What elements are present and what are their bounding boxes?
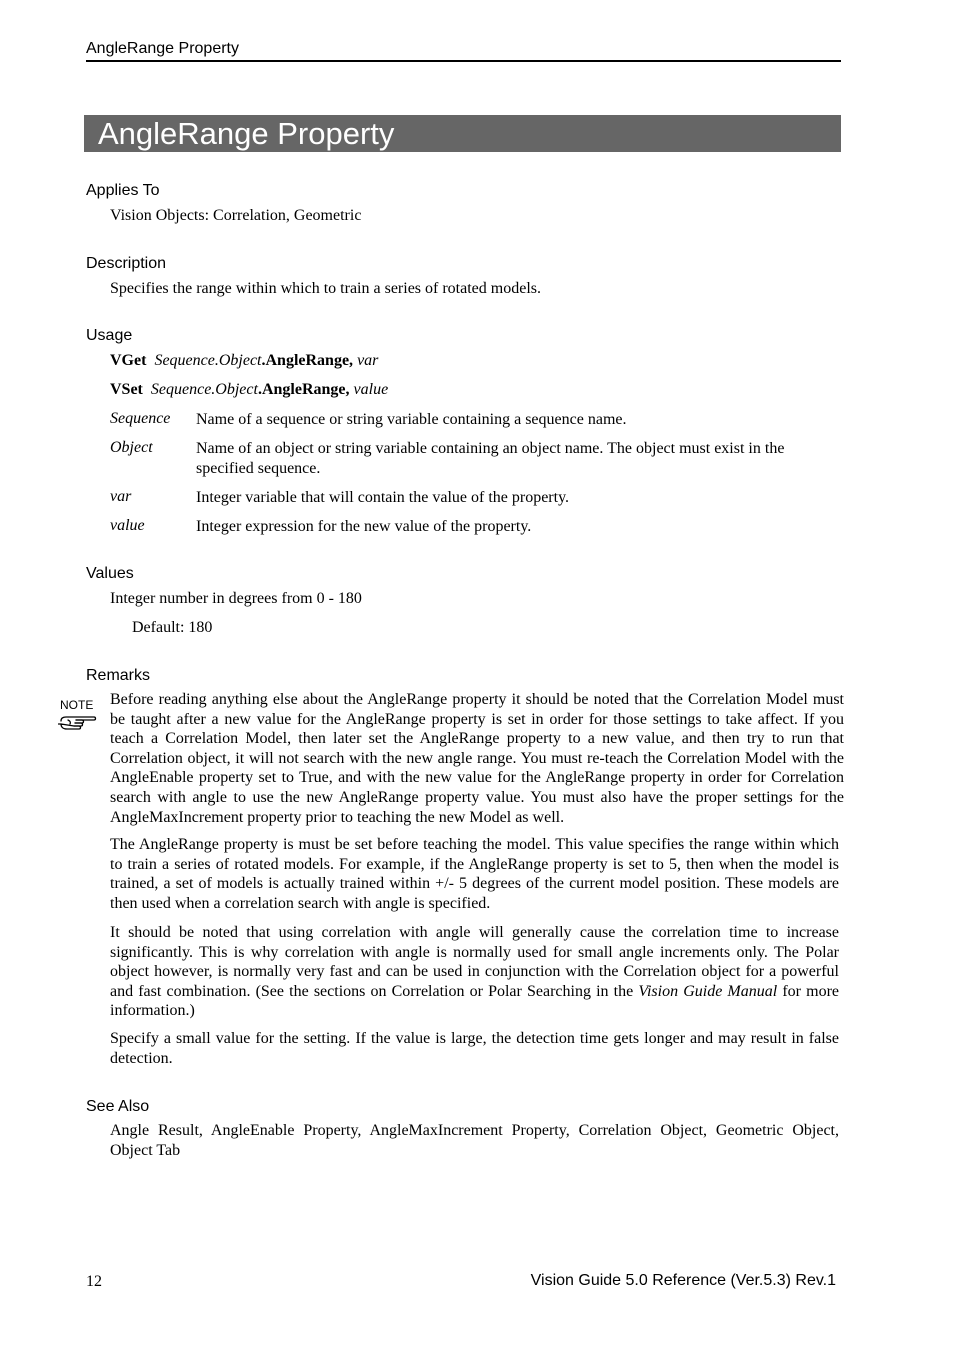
see-also-text: Angle Result, AngleEnable Property, AngleMaxIncrement Property, Correlation Object, Geometric Object, Object Tab bbox=[110, 1122, 839, 1159]
remarks-paragraph-1: Before reading anything else about the AngleRange property it should be noted that the Correlation Model must be taught after a new value for the AngleRange property is set in order for those settings to take affect. If you teach a Correlation Model, then later set the AngleRange property to a new value, and then try to run that Correlation object, it will not search with the new angle range. You must re-teach the Correlation Model with the AngleEnable property set to True, and with the new value for the AngleRange property in order for Correlation search with angle to use the new AngleRange property value. You must also have the proper settings for the AngleMaxIncrement property prior to teaching the new Model as well. bbox=[110, 691, 844, 826]
vget-seq-obj: Sequence.Object bbox=[154, 352, 262, 369]
param-description: Integer variable that will contain the value of the property. bbox=[196, 489, 570, 506]
vget-arg: var bbox=[357, 352, 379, 369]
usage-heading: Usage bbox=[86, 327, 133, 344]
usage-vget-line bbox=[110, 352, 378, 370]
param-name: value bbox=[110, 517, 145, 534]
param-description: Name of a sequence or string variable containing a sequence name. bbox=[196, 411, 627, 428]
description-heading: Description bbox=[86, 255, 167, 272]
param-description: Integer expression for the new value of the property. bbox=[196, 518, 532, 535]
pointing-hand-icon bbox=[58, 712, 98, 736]
vset-property: .AngleRange, bbox=[257, 381, 350, 398]
remarks-heading: Remarks bbox=[86, 667, 151, 684]
remarks-p3-text-a: It should be noted that using correlation with angle will generally cause the correlation time to increase significantly. This is why correlation with angle is normally used for small angle increments only. The Polar object however, is normally very fast and can be used in conjunction with the Correlation object for a powerful and fast combination. (See the sections on Correlation or Polar Searching in the bbox=[110, 924, 839, 1000]
usage-vset-line bbox=[110, 381, 388, 399]
remarks-paragraph-4: Specify a small value for the setting. If the value is large, the detection time gets longer and may result in false detection. bbox=[110, 1030, 839, 1067]
vset-seq-obj: Sequence.Object bbox=[150, 381, 258, 398]
remarks-p3-text-b: for more information.) bbox=[110, 982, 839, 1020]
page-title: AngleRange Property bbox=[98, 116, 395, 151]
param-name: var bbox=[110, 488, 132, 505]
running-header-title: AngleRange Property bbox=[86, 40, 239, 57]
remarks-paragraph-2: The AngleRange property is must be set before teaching the model. This value specifies the range within which to train a series of rotated models. For example, if the AngleRange property is set to 5, then when the model is trained, a set of models is actually trained within +/- 5 degrees of the current model position. These models are then used when a correlation search with angle is specified. bbox=[110, 836, 839, 912]
see-also-heading: See Also bbox=[86, 1098, 150, 1115]
param-description: Name of an object or string variable containing an object name. The object must exist in the specified sequence. bbox=[196, 440, 785, 477]
page-title-bar bbox=[84, 115, 841, 152]
running-header bbox=[86, 40, 841, 62]
remarks-paragraph-3 bbox=[110, 923, 839, 1021]
values-text: Integer number in degrees from 0 - 180 bbox=[110, 590, 362, 607]
values-default: Default: 180 bbox=[132, 619, 213, 636]
page-number: 12 bbox=[86, 1273, 102, 1290]
applies-to-text: Vision Objects: Correlation, Geometric bbox=[110, 207, 362, 224]
param-name: Sequence bbox=[110, 410, 171, 427]
vget-command: VGet bbox=[110, 352, 147, 369]
param-name: Object bbox=[110, 439, 153, 456]
values-heading: Values bbox=[86, 565, 134, 582]
vset-command: VSet bbox=[110, 381, 143, 398]
note-label: NOTE bbox=[60, 698, 94, 712]
vset-arg: value bbox=[353, 381, 389, 398]
vget-property: .AngleRange, bbox=[261, 352, 354, 369]
applies-to-heading: Applies To bbox=[86, 182, 160, 199]
footer-doc-title: Vision Guide 5.0 Reference (Ver.5.3) Rev.1 bbox=[530, 1272, 836, 1289]
description-text: Specifies the range within which to train a series of rotated models. bbox=[110, 280, 541, 297]
remarks-p3-manual-title: Vision Guide Manual bbox=[638, 982, 778, 1000]
